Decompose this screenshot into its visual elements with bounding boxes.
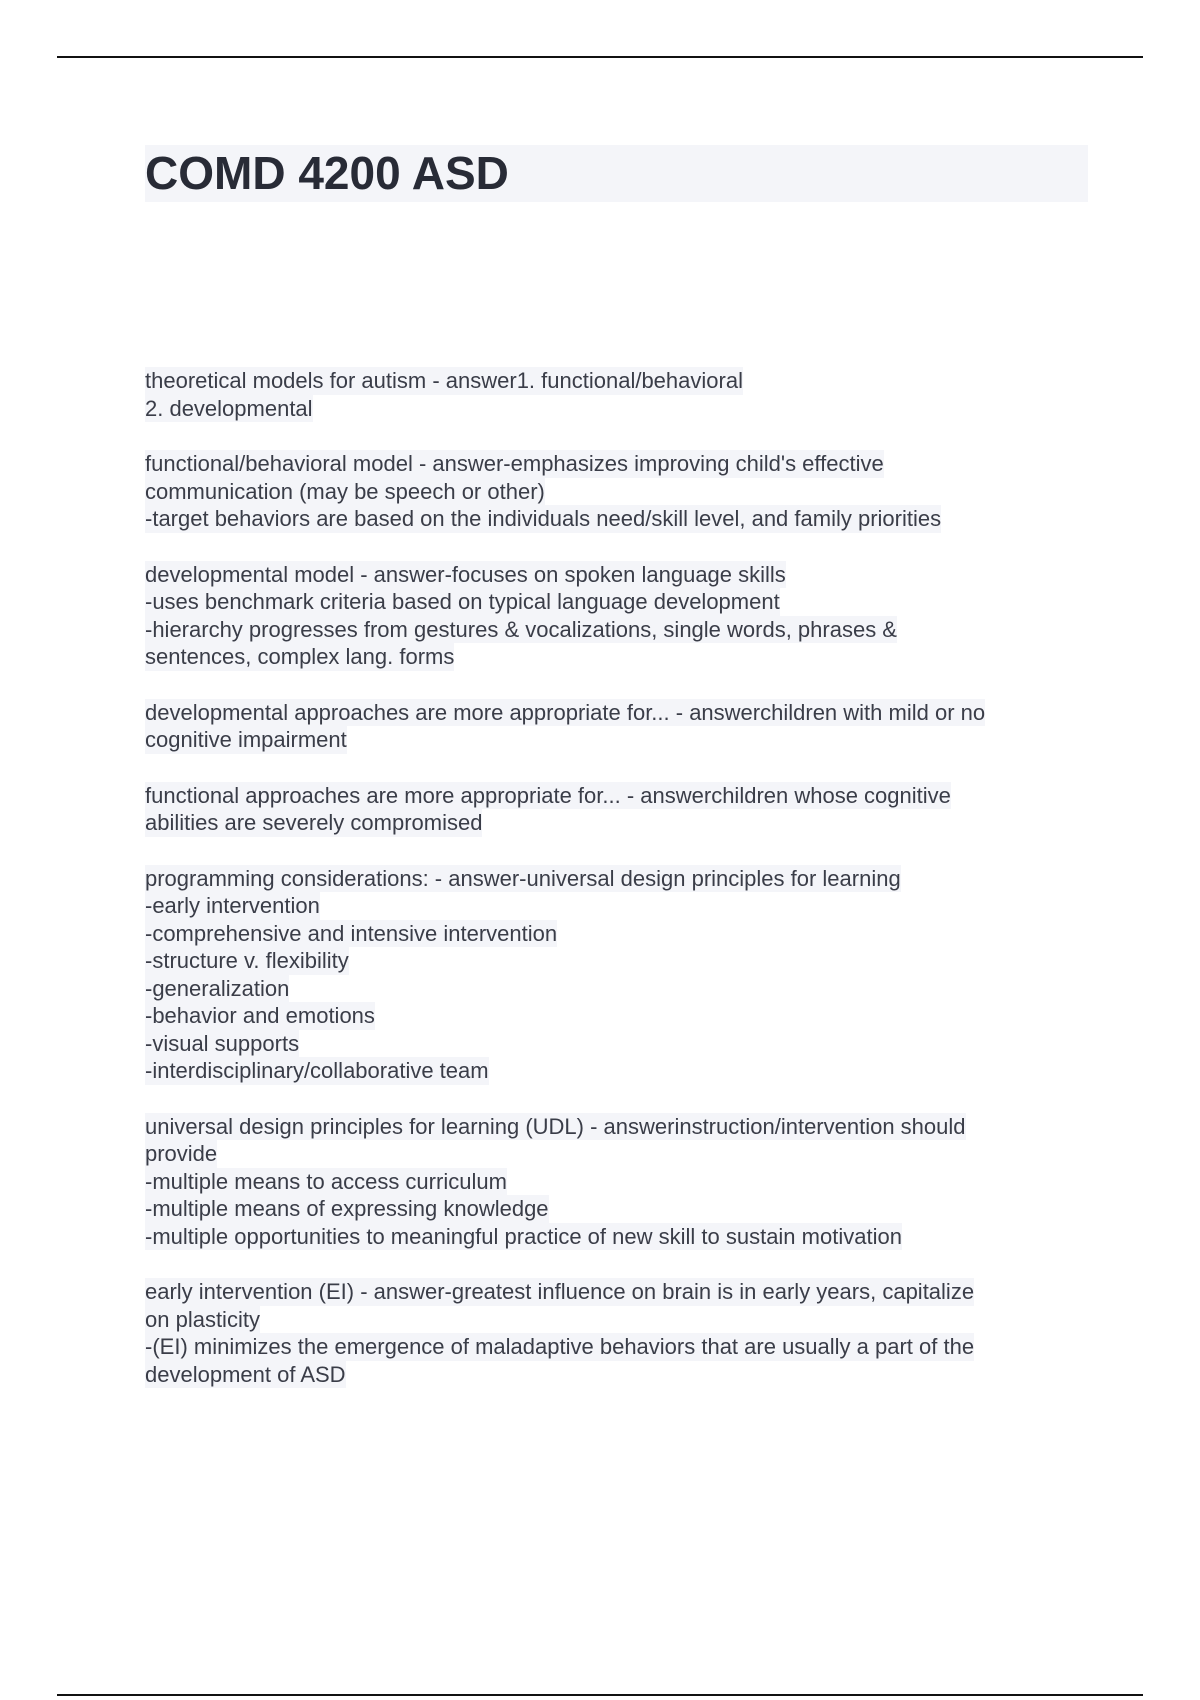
flashcard-line: -generalization xyxy=(145,975,290,1001)
flashcard-line: developmental model - answer-focuses on spoken language skills xyxy=(145,561,786,587)
bottom-rule xyxy=(57,1694,1143,1696)
flashcard-entry xyxy=(145,367,1095,422)
flashcard-line: -behavior and emotions xyxy=(145,1003,375,1028)
flashcard-line: -uses benchmark criteria based on typical language development xyxy=(145,589,780,614)
flashcard-line: -interdisciplinary/collaborative team xyxy=(145,1058,489,1083)
flashcard-line: -target behaviors are based on the individuals need/skill level, and family priorities xyxy=(145,506,942,531)
flashcard-line: theoretical models for autism - answer1. functional/behavioral xyxy=(145,368,743,393)
flashcard-line: -hierarchy progresses from gestures & vocalizations, single words, phrases & xyxy=(145,616,897,642)
flashcard-entry xyxy=(145,1278,1095,1388)
flashcard-line: on plasticity xyxy=(145,1306,260,1332)
page-title: COMD 4200 ASD xyxy=(145,147,509,199)
flashcard-line: sentences, complex lang. forms xyxy=(145,644,455,669)
flashcard-entry xyxy=(145,561,1095,671)
flashcard-entry xyxy=(145,450,1095,533)
flashcard-entry xyxy=(145,699,1095,754)
flashcard-line: cognitive impairment xyxy=(145,727,347,752)
flashcard-line: functional/behavioral model - answer-emphasizes improving child's effective xyxy=(145,451,884,476)
flashcard-line: 2. developmental xyxy=(145,395,313,421)
flashcard-line: -(EI) minimizes the emergence of maladaptive behaviors that are usually a part of the xyxy=(145,1334,975,1359)
flashcard-entry xyxy=(145,1113,1095,1251)
flashcard-line: -multiple opportunities to meaningful practice of new skill to sustain motivation xyxy=(145,1223,902,1249)
flashcard-list xyxy=(145,367,1095,1416)
flashcard-line: -multiple means to access curriculum xyxy=(145,1168,507,1194)
flashcard-line: -comprehensive and intensive intervention xyxy=(145,920,558,946)
flashcard-line: -structure v. flexibility xyxy=(145,948,349,973)
top-rule xyxy=(57,56,1143,58)
flashcard-line: -early intervention xyxy=(145,893,320,918)
flashcard-line: development of ASD xyxy=(145,1361,346,1387)
flashcard-line: provide xyxy=(145,1141,218,1166)
flashcard-line: early intervention (EI) - answer-greatest influence on brain is in early years, capitalize xyxy=(145,1279,975,1304)
flashcard-line: communication (may be speech or other) xyxy=(145,478,545,504)
flashcard-line: programming considerations: - answer-universal design principles for learning xyxy=(145,865,901,891)
flashcard-line: -visual supports xyxy=(145,1030,300,1056)
flashcard-line: -multiple means of expressing knowledge xyxy=(145,1196,549,1221)
flashcard-line: developmental approaches are more appropriate for... - answerchildren with mild or no xyxy=(145,699,986,725)
flashcard-line: abilities are severely compromised xyxy=(145,810,483,835)
flashcard-entry xyxy=(145,782,1095,837)
flashcard-line: functional approaches are more appropriate for... - answerchildren whose cognitive xyxy=(145,782,951,808)
flashcard-line: universal design principles for learning (UDL) - answerinstruction/intervention should xyxy=(145,1113,966,1139)
flashcard-entry xyxy=(145,865,1095,1085)
